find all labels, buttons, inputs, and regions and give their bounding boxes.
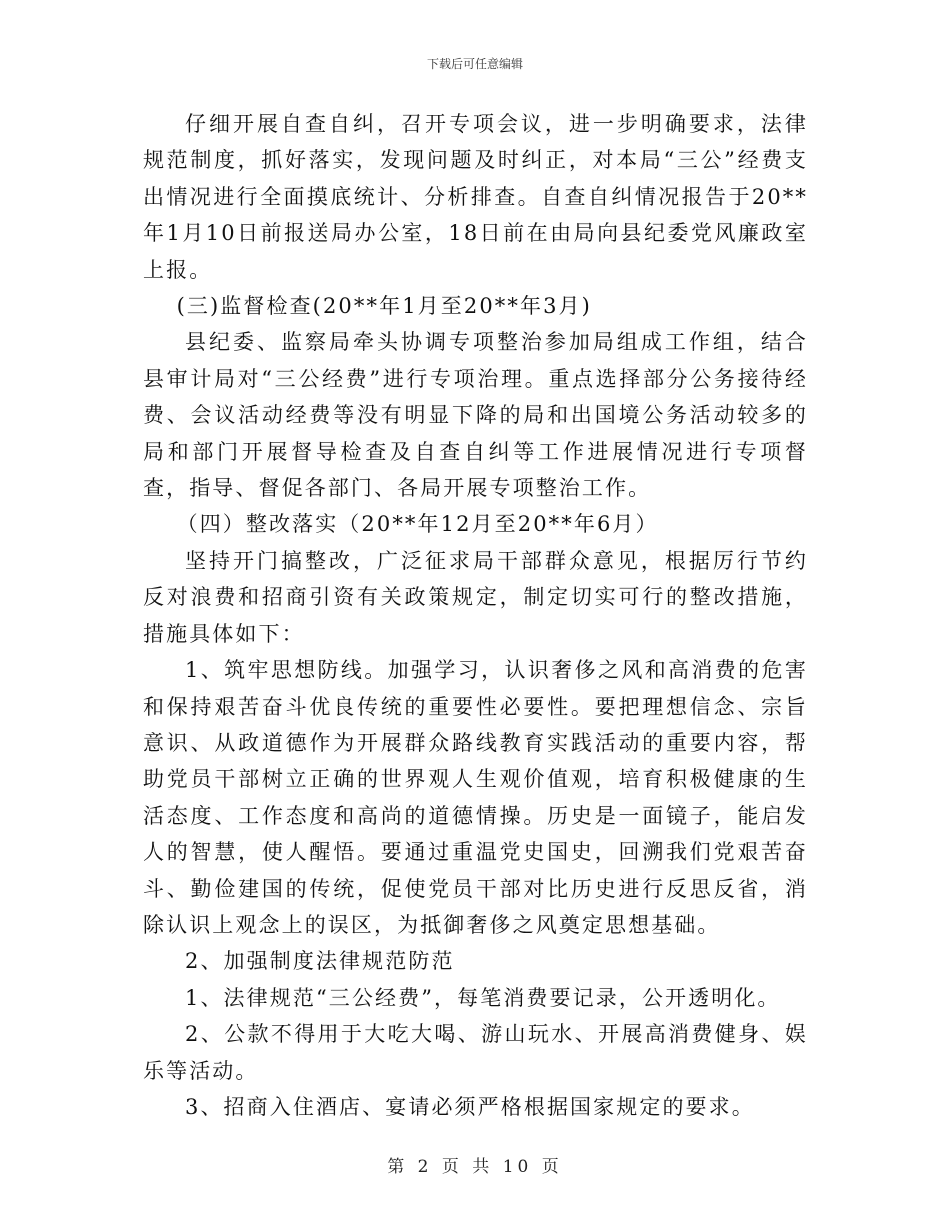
paragraph-self-inspection: 仔细开展自查自纠，召开专项会议，进一步明确要求，法律规范制度，抓好落实，发现问题及时纠正，对本局“三公”经费支出情况进行全面摸底统计、分析排查。自查自纠情况报告于20**年1月10日前报送局办公室，18日前在由局向县纪委党风廉政室上报。	[143, 112, 808, 282]
section-heading-supervision: (三)监督检查(20**年1月至20**年3月)	[176, 294, 592, 319]
list-item-regulation-2: 2、公款不得用于大吃大喝、游山玩水、开展高消费健身、娱乐等活动。	[143, 1022, 808, 1083]
page-number: 第 2 页 共 10 页	[387, 1157, 563, 1177]
paragraph-rectification-intro: 坚持开门搞整改，广泛征求局干部群众意见，根据厉行节约反对浪费和招商引资有关政策规定，制定切实可行的整改措施，措施具体如下：	[143, 548, 808, 646]
page-header: 下载后可任意编辑	[426, 57, 523, 71]
list-heading-regulations: 2、加强制度法律规范防范	[185, 949, 455, 974]
section-heading-rectification: （四）整改落实（20**年12月至20**年6月）	[176, 512, 659, 537]
list-item-regulation-3: 3、招商入住酒店、宴请必须严格根据国家规定的要求。	[185, 1094, 755, 1119]
paragraph-ideological-defense: 1、筑牢思想防线。加强学习，认识奢侈之风和高消费的危害和保持艰苦奋斗优良传统的重要性必要性。要把理想信念、宗旨意识、从政道德作为开展群众路线教育实践活动的重要内容，帮助党员干部树立正确的世界观人生观价值观，培育积极健康的生活态度、工作态度和高尚的道德情操。历史是一面镜子，能启发人的智慧，使人醒悟。要通过重温党史国史，回溯我们党艰苦奋斗、勤俭建国的传统，促使党员干部对比历史进行反思反省，消除认识上观念上的误区，为抵御奢侈之风奠定思想基础。	[143, 658, 808, 937]
list-item-regulation-1: 1、法律规范“三公经费”，每笔消费要记录，公开透明化。	[185, 985, 781, 1010]
document-body	[143, 106, 808, 1125]
paragraph-supervision: 县纪委、监察局牵头协调专项整治参加局组成工作组，结合县审计局对“三公经费”进行专项治理。重点选择部分公务接待经费、会议活动经费等没有明显下降的局和出国境公务活动较多的局和部门开展督导检查及自查自纠等工作进展情况进行专项督查，指导、督促各部门、各局开展专项整治工作。	[143, 330, 808, 501]
